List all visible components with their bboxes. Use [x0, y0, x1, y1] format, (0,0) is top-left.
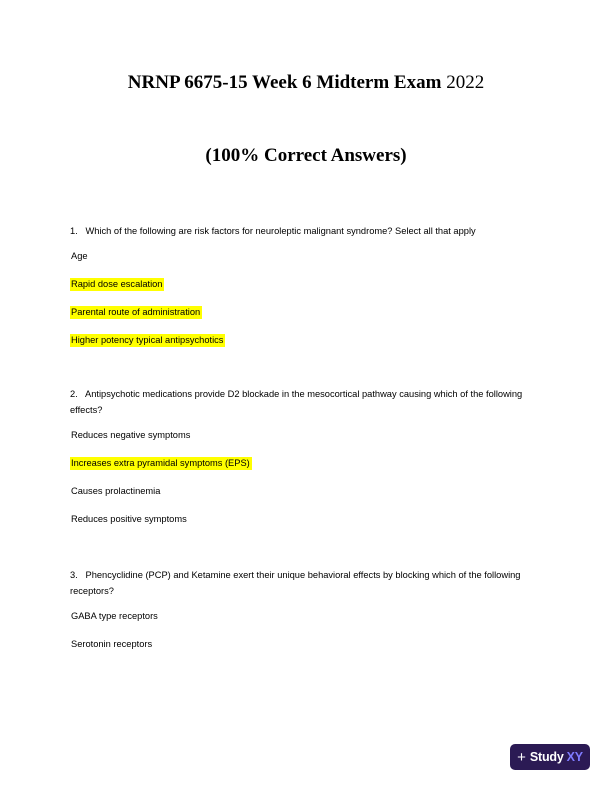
answer-option[interactable] [70, 512, 542, 527]
question-stem [70, 567, 542, 600]
answer-option[interactable] [70, 637, 542, 652]
question-text: Which of the following are risk factors for neuroleptic malignant syndrome? Select all that apply [85, 225, 476, 236]
question-stem [70, 386, 542, 419]
answer-option-label: Parental route of administration [71, 306, 201, 317]
question-block [70, 567, 542, 652]
question-number: 3. [70, 569, 78, 580]
answer-option[interactable] [70, 609, 542, 624]
question-stem [70, 223, 542, 239]
plus-icon: + [517, 748, 526, 766]
answer-option-label: Age [71, 251, 88, 262]
question-list [70, 223, 542, 652]
answer-option-label: Reduces positive symptoms [71, 513, 187, 524]
answer-option-label: Reduces negative symptoms [71, 430, 191, 441]
answer-option-label: Causes prolactinemia [71, 485, 161, 496]
page-title [70, 72, 542, 95]
answer-option[interactable] [70, 484, 542, 499]
answer-option-label: Serotonin receptors [71, 639, 153, 649]
watermark-name: Study [529, 750, 564, 764]
answer-option-label: Higher potency typical antipsychotics [71, 334, 224, 345]
question-number: 1. [70, 225, 78, 236]
answer-option[interactable] [70, 305, 542, 320]
document-body [70, 0, 542, 792]
answer-option[interactable] [70, 249, 542, 264]
page-title-main: NRNP 6675-15 Week 6 Midterm Exam [127, 72, 442, 93]
question-text: Phencyclidine (PCP) and Ketamine exert their unique behavioral effects by blocking which of the following receptors? [70, 569, 521, 596]
question-text: Antipsychotic medications provide D2 blockade in the mesocortical pathway causing which of the following effects? [70, 388, 523, 415]
answer-option-label: GABA type receptors [71, 611, 158, 622]
studyxy-watermark [510, 744, 590, 770]
watermark-accent: XY [566, 750, 583, 764]
answer-option[interactable] [70, 456, 542, 471]
question-block [70, 223, 542, 348]
answer-option-label: Rapid dose escalation [71, 278, 163, 289]
question-block [70, 386, 542, 527]
answer-option[interactable] [70, 277, 542, 292]
page-title-year: 2022 [446, 72, 485, 93]
page-subtitle: (100% Correct Answers) [205, 144, 407, 166]
answer-option[interactable] [70, 428, 542, 443]
answer-option-label: Increases extra pyramidal symptoms (EPS) [71, 457, 250, 468]
answer-option[interactable] [70, 333, 542, 348]
question-number: 2. [70, 388, 78, 399]
